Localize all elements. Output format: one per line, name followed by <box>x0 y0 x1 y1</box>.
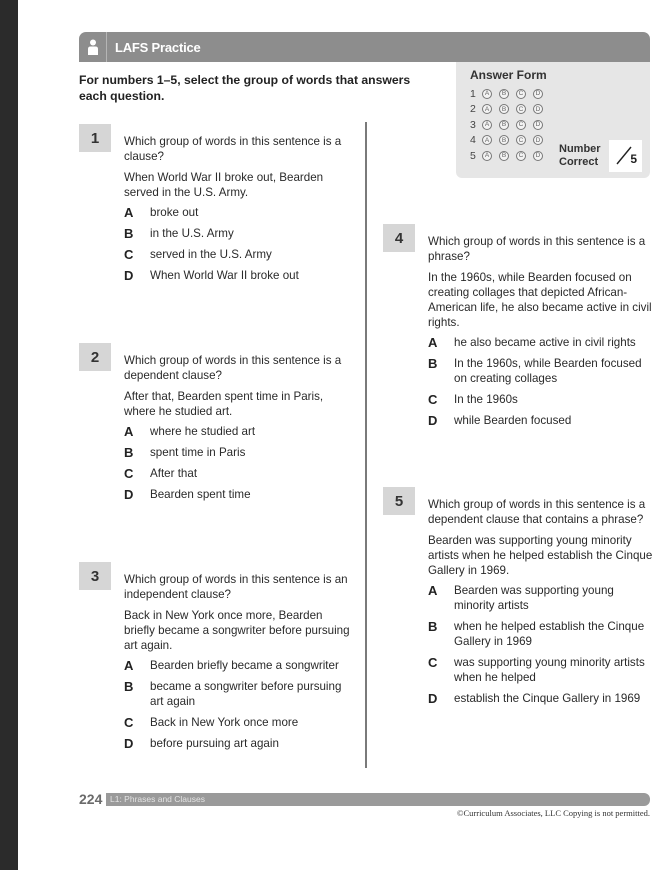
question-number-badge: 4 <box>383 224 415 252</box>
option-text: spent time in Paris <box>150 446 246 459</box>
answer-form-row <box>470 102 550 118</box>
lesson-label: L1: Phrases and Clauses <box>110 794 205 804</box>
copyright-notice: ©Curriculum Associates, LLC Copying is not permitted. <box>457 808 650 818</box>
answer-bubble[interactable]: C <box>516 135 526 145</box>
option-text: broke out <box>150 206 199 219</box>
page-number: 224 <box>79 791 103 807</box>
option-a[interactable] <box>428 583 653 613</box>
option-text: Bearden briefly became a songwriter <box>150 659 339 672</box>
option-letter: C <box>124 715 134 730</box>
answer-form-title: Answer Form <box>470 68 547 82</box>
answer-bubble[interactable]: B <box>499 104 509 114</box>
answer-row-number: 1 <box>470 87 476 100</box>
option-letter: A <box>428 583 438 598</box>
answer-form-row <box>470 86 550 102</box>
answer-form <box>456 62 650 178</box>
question-number-badge: 2 <box>79 343 111 371</box>
question-passage: When World War II broke out, Bearden served in the U.S. Army. <box>124 171 324 199</box>
option-letter: A <box>124 424 134 439</box>
option-letter: D <box>124 487 134 502</box>
option-text: in the U.S. Army <box>150 227 234 240</box>
option-letter: C <box>124 247 134 262</box>
question-passage: Back in New York once more, Bearden briefly became a songwriter before pursuing art again. <box>124 609 350 652</box>
answer-form-row <box>470 133 550 149</box>
answer-bubble[interactable]: A <box>482 89 492 99</box>
option-letter: D <box>428 413 438 428</box>
column-divider <box>365 122 367 768</box>
option-letter: B <box>124 679 134 694</box>
option-text: while Bearden focused <box>454 414 572 427</box>
answer-bubble[interactable]: A <box>482 135 492 145</box>
option-a[interactable] <box>124 205 352 220</box>
option-b[interactable] <box>124 226 352 241</box>
answer-form-row <box>470 117 550 133</box>
question-number-badge: 3 <box>79 562 111 590</box>
option-text: served in the U.S. Army <box>150 248 272 261</box>
question-body <box>124 353 352 508</box>
option-d[interactable] <box>124 268 352 283</box>
option-text: Bearden was supporting young minority artists <box>454 584 614 612</box>
option-text: establish the Cinque Gallery in 1969 <box>454 692 641 705</box>
answer-bubble[interactable]: D <box>533 151 543 161</box>
answer-bubble[interactable]: D <box>533 104 543 114</box>
option-b[interactable] <box>124 679 352 709</box>
answer-bubble[interactable]: D <box>533 120 543 130</box>
option-text: Back in New York once more <box>150 716 299 729</box>
option-letter: D <box>428 691 438 706</box>
question-stem: Which group of words in this sentence is an independent clause? <box>124 573 348 601</box>
answer-bubble[interactable]: D <box>533 135 543 145</box>
option-b[interactable] <box>428 619 653 649</box>
question-passage: In the 1960s, while Bearden focused on creating collages that depicted African-American life, he also became active in civil rights. <box>428 271 652 329</box>
question-body <box>124 134 352 289</box>
option-text: In the 1960s, while Bearden focused on creating collages <box>454 357 642 385</box>
option-c[interactable] <box>124 466 352 481</box>
answer-bubble[interactable]: A <box>482 104 492 114</box>
option-letter: B <box>428 619 438 634</box>
instructions: For numbers 1–5, select the group of words that answers each question. <box>79 73 411 103</box>
option-b[interactable] <box>124 445 352 460</box>
answer-bubble[interactable]: B <box>499 135 509 145</box>
question-stem: Which group of words in this sentence is a dependent clause that contains a phrase? <box>428 498 646 526</box>
question-body <box>124 572 352 757</box>
option-letter: A <box>428 335 438 350</box>
answer-bubble[interactable]: B <box>499 120 509 130</box>
question-passage: After that, Bearden spent time in Paris, where he studied art. <box>124 390 324 418</box>
option-c[interactable] <box>428 392 653 407</box>
answer-row-number: 3 <box>470 118 476 131</box>
option-text: where he studied art <box>150 425 256 438</box>
answer-row-number: 5 <box>470 149 476 162</box>
question-stem: Which group of words in this sentence is a dependent clause? <box>124 354 342 382</box>
answer-bubble[interactable]: C <box>516 89 526 99</box>
answer-row-number: 2 <box>470 103 476 116</box>
viewer-side-strip <box>0 0 18 870</box>
number-correct-total: 5 <box>630 152 637 166</box>
question-body <box>428 497 653 712</box>
option-d[interactable] <box>124 736 352 751</box>
option-text: In the 1960s <box>454 393 518 406</box>
option-c[interactable] <box>124 715 352 730</box>
number-correct-label: Number Correct <box>559 143 601 168</box>
answer-form-row <box>470 148 550 164</box>
option-letter: D <box>124 736 134 751</box>
option-a[interactable] <box>428 335 653 350</box>
option-d[interactable] <box>428 691 653 706</box>
option-letter: A <box>124 205 134 220</box>
option-a[interactable] <box>124 424 352 439</box>
section-title: LAFS Practice <box>115 39 201 55</box>
option-b[interactable] <box>428 356 653 386</box>
option-letter: A <box>124 658 134 673</box>
answer-row-number: 4 <box>470 134 476 147</box>
option-letter: D <box>124 268 134 283</box>
student-icon <box>79 32 107 62</box>
answer-bubble[interactable]: A <box>482 151 492 161</box>
question-stem: Which group of words in this sentence is a clause? <box>124 135 342 163</box>
option-text: before pursuing art again <box>150 737 279 750</box>
option-text: became a songwriter before pursuing art again <box>150 680 342 708</box>
option-d[interactable] <box>124 487 352 502</box>
option-d[interactable] <box>428 413 653 428</box>
answer-bubble[interactable]: C <box>516 151 526 161</box>
option-text: when he helped establish the Cinque Gallery in 1969 <box>454 620 645 648</box>
question-passage: Bearden was supporting young minority artists when he helped establish the Cinque Gallery in 1969. <box>428 534 653 577</box>
answer-form-rows <box>470 86 550 164</box>
option-c[interactable] <box>428 655 653 685</box>
answer-bubble[interactable]: B <box>499 151 509 161</box>
section-banner <box>79 32 650 62</box>
option-letter: B <box>124 445 134 460</box>
question-body <box>428 234 653 434</box>
option-letter: B <box>428 356 438 371</box>
option-c[interactable] <box>124 247 352 262</box>
option-text: Bearden spent time <box>150 488 251 501</box>
answer-bubble[interactable]: C <box>516 104 526 114</box>
option-text: was supporting young minority artists when he helped <box>454 656 645 684</box>
number-correct-box[interactable] <box>609 140 642 172</box>
answer-bubble[interactable]: D <box>533 89 543 99</box>
option-text: After that <box>150 467 198 480</box>
option-letter: C <box>124 466 134 481</box>
option-letter: C <box>428 655 438 670</box>
footer-bar <box>106 793 650 806</box>
option-text: he also became active in civil rights <box>454 336 636 349</box>
option-text: When World War II broke out <box>150 269 299 282</box>
question-number-badge: 1 <box>79 124 111 152</box>
option-letter: B <box>124 226 134 241</box>
option-a[interactable] <box>124 658 352 673</box>
option-letter: C <box>428 392 438 407</box>
answer-bubble[interactable]: B <box>499 89 509 99</box>
question-number-badge: 5 <box>383 487 415 515</box>
answer-bubble[interactable]: A <box>482 120 492 130</box>
answer-bubble[interactable]: C <box>516 120 526 130</box>
question-stem: Which group of words in this sentence is a phrase? <box>428 235 646 263</box>
